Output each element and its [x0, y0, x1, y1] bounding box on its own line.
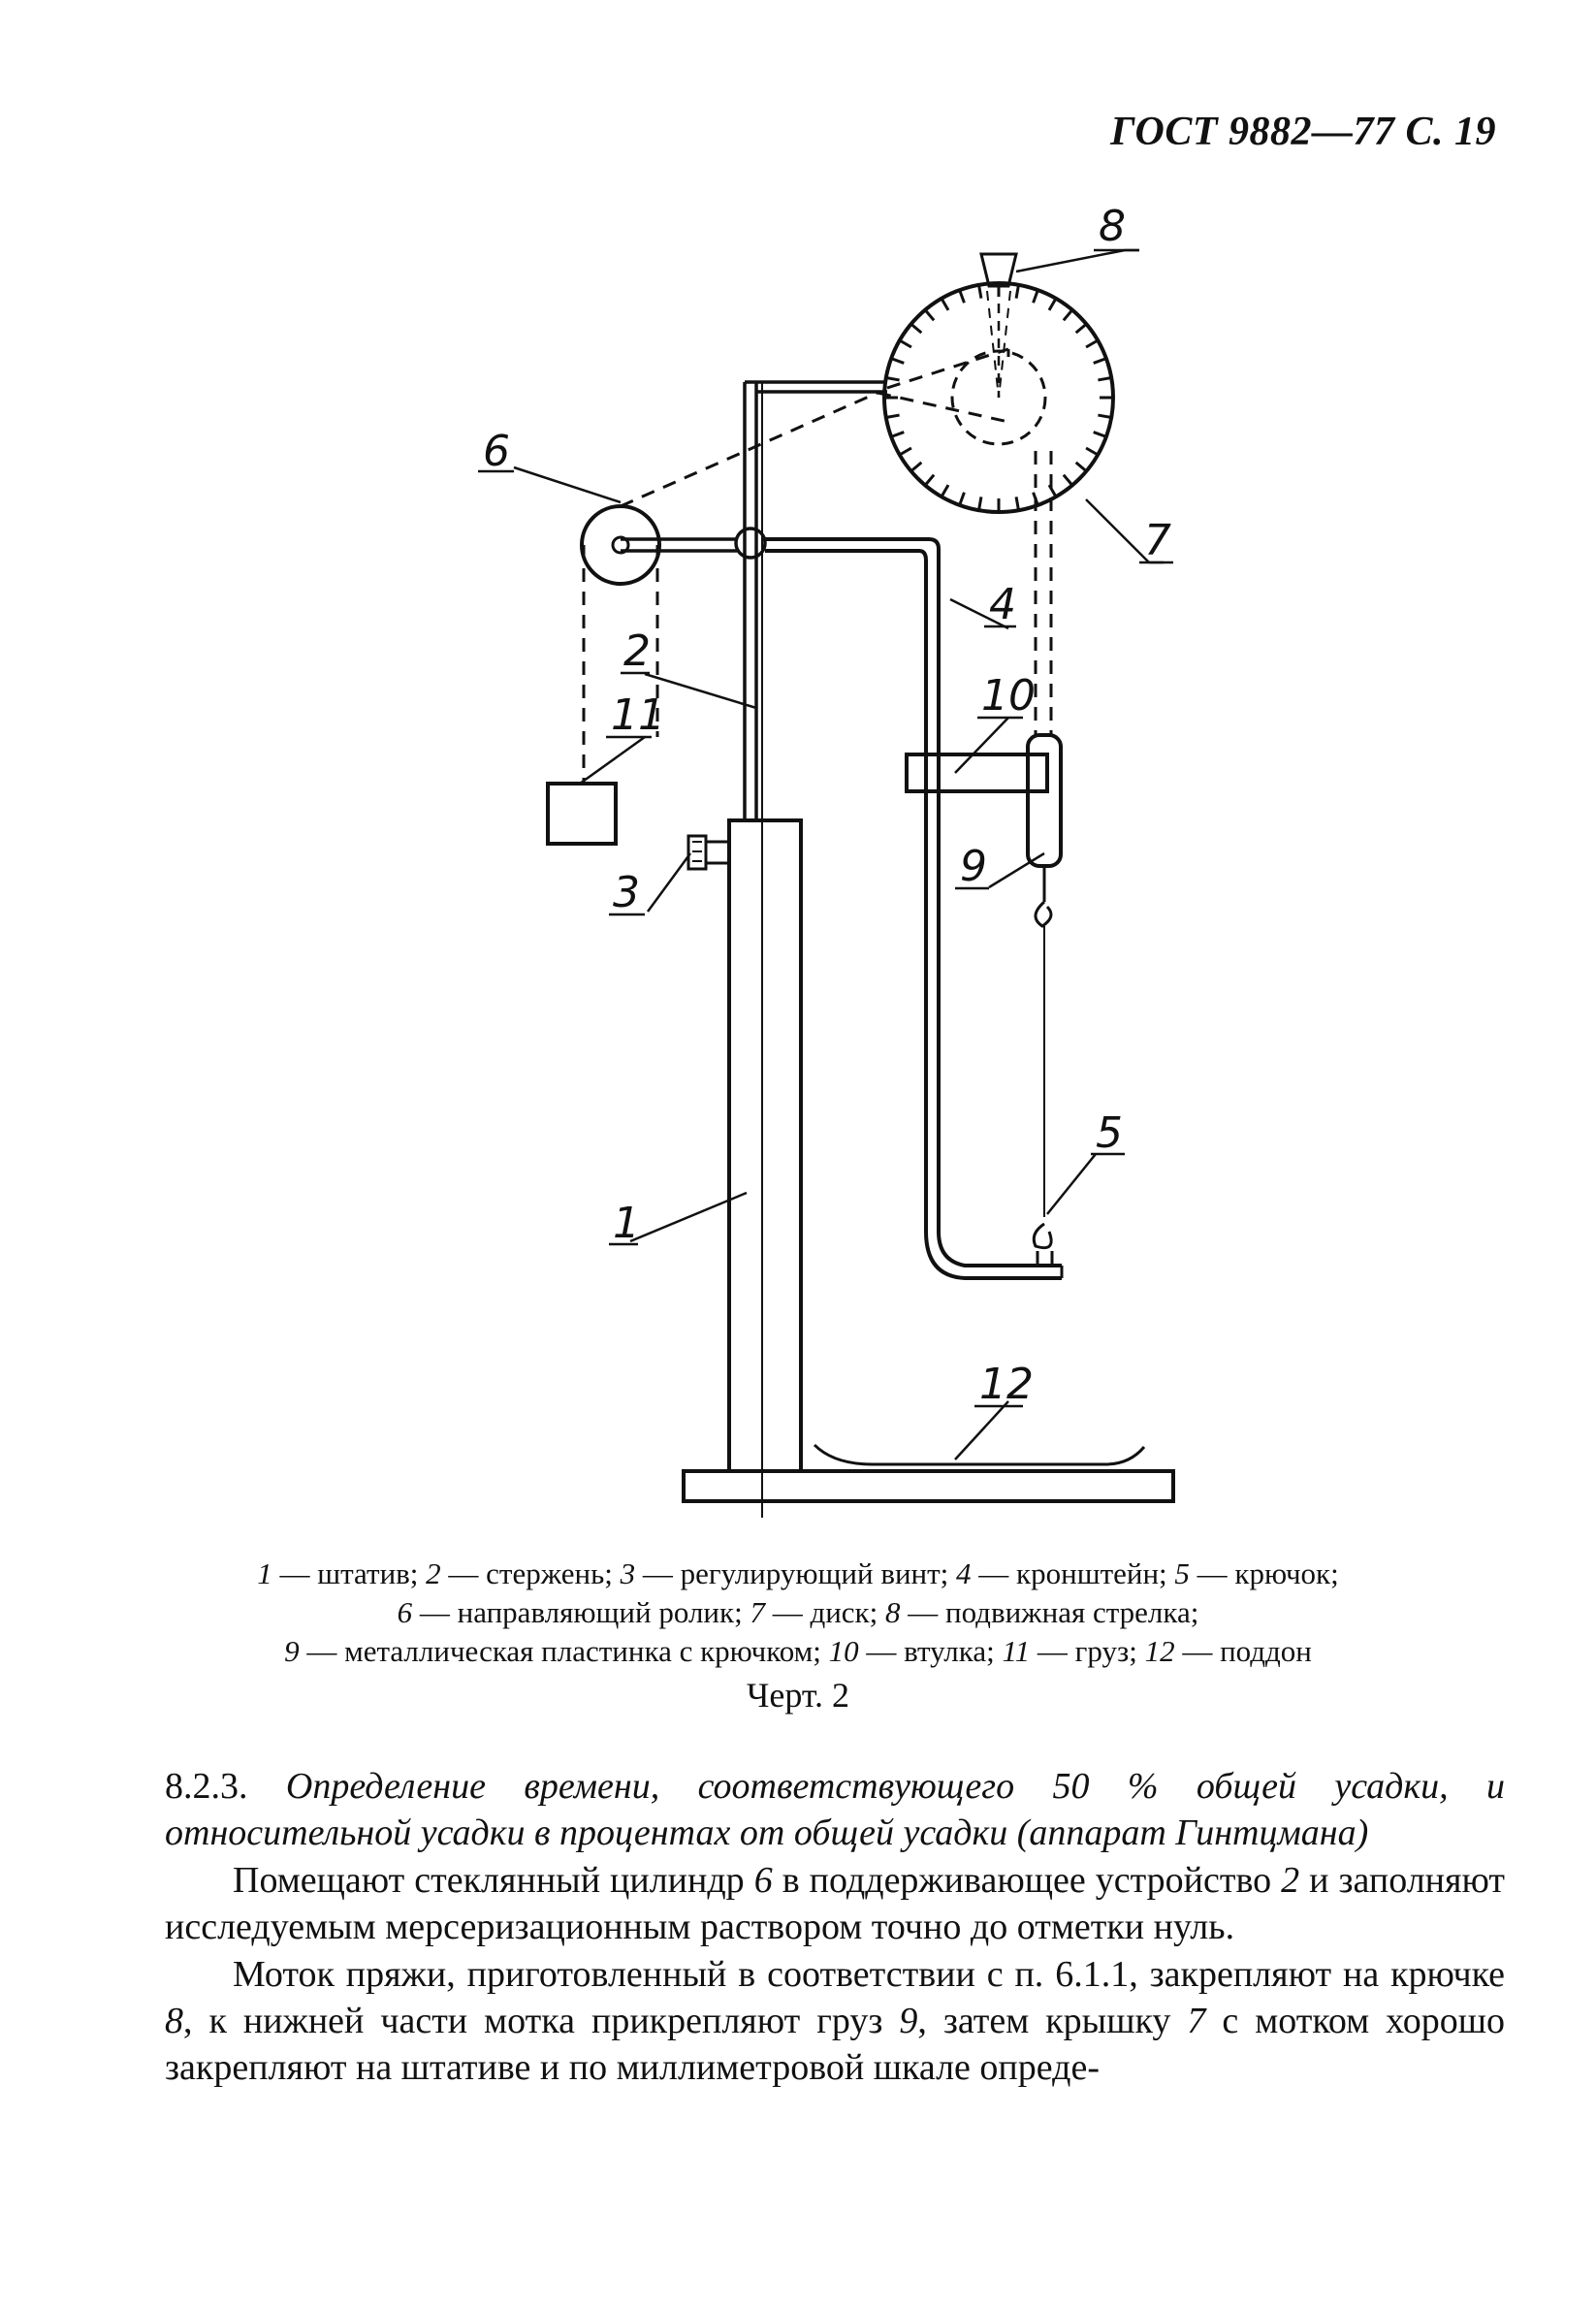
- paragraph-1: Помещают стеклянный цилиндр 6 в поддерживающее устройство 2 и заполняют исследуемым мерсеризационным раствором точно до отметки нуль.: [165, 1860, 1505, 1947]
- disk-scale-tick: [1076, 324, 1087, 333]
- disk-scale-tick: [960, 290, 965, 303]
- disk-scale-tick: [942, 485, 948, 497]
- disk-scale-tick: [1064, 475, 1072, 486]
- disk-scale-tick: [891, 359, 904, 364]
- weight: [548, 784, 616, 844]
- tray: [814, 1445, 1144, 1464]
- label-9: 9: [960, 842, 987, 891]
- disk-scale-tick: [1086, 448, 1098, 455]
- label-2: 2: [623, 626, 651, 676]
- disk-scale-tick: [1094, 433, 1106, 437]
- guide-roller: [582, 506, 659, 584]
- disk-scale-tick: [886, 415, 900, 417]
- caption-line-1: 1 — штатив; 2 — стержень; 3 — регулирующий винт; 4 — кронштейн; 5 — крючок;: [257, 1556, 1339, 1590]
- label-6: 6: [483, 427, 510, 476]
- disk-scale-tick: [1086, 340, 1098, 347]
- disk-scale-tick: [1049, 299, 1056, 310]
- disk-scale-tick: [1034, 290, 1038, 303]
- base-plate: [684, 1471, 1173, 1501]
- paragraph-2: Моток пряжи, приготовленный в соответствии с п. 6.1.1, закрепляют на крючке 8, к нижней части мотка прикрепляют груз 9, затем крышку 7 с мотком хорошо закрепляют на штативе и по миллиметровой шкале опреде-: [165, 1954, 1505, 2088]
- label-12: 12: [979, 1360, 1034, 1409]
- hook: [1034, 1224, 1051, 1248]
- disk-scale-tick: [900, 448, 911, 455]
- disk-scale-tick: [925, 310, 934, 321]
- disk-scale-tick: [1098, 415, 1111, 417]
- disk-scale-tick: [1076, 463, 1087, 471]
- label-7: 7: [1144, 516, 1171, 565]
- disk-scale-tick: [1094, 359, 1106, 364]
- section-number: 8.2.3.: [165, 1766, 248, 1807]
- section-heading: [165, 1763, 1505, 1856]
- disk-scale-tick: [960, 493, 965, 505]
- section-title: Определение времени, соответствующего 50 % общей усадки, и относительной усадки в процентах от общей усадки (аппарат Гинтцмана): [165, 1766, 1505, 1853]
- disk-scale-tick: [1016, 497, 1018, 510]
- disk-scale-tick: [942, 299, 948, 310]
- stand-tube: [729, 820, 801, 1471]
- disk-scale-tick: [1098, 378, 1111, 380]
- disk-scale-tick: [911, 324, 922, 333]
- disk-scale-tick: [925, 475, 934, 486]
- figure-number: Черт. 2: [747, 1676, 849, 1715]
- caption-line-3: 9 — металлическая пластинка с крючком; 10 — втулка; 11 — груз; 12 — поддон: [284, 1634, 1312, 1668]
- caption-line-2: 6 — направляющий ролик; 7 — диск; 8 — подвижная стрелка;: [397, 1595, 1199, 1629]
- label-1: 1: [613, 1199, 640, 1248]
- disk-scale-tick: [886, 378, 900, 380]
- label-4: 4: [989, 580, 1016, 629]
- label-3: 3: [613, 868, 640, 917]
- bracket: [765, 539, 1062, 1266]
- page-header: ГОСТ 9882—77 С. 19: [1110, 110, 1496, 154]
- disk-scale-tick: [979, 285, 981, 299]
- label-10: 10: [981, 671, 1036, 721]
- disk-scale-tick: [1016, 285, 1018, 299]
- disk-scale-tick: [891, 433, 904, 437]
- label-5: 5: [1096, 1108, 1123, 1158]
- disk-scale-tick: [979, 497, 981, 510]
- disk-scale-tick: [911, 463, 922, 471]
- label-8: 8: [1099, 202, 1126, 251]
- disk-scale-tick: [900, 340, 911, 347]
- label-11: 11: [611, 690, 665, 740]
- figure-caption: [0, 1555, 1596, 1671]
- disk-scale-tick: [1064, 310, 1072, 321]
